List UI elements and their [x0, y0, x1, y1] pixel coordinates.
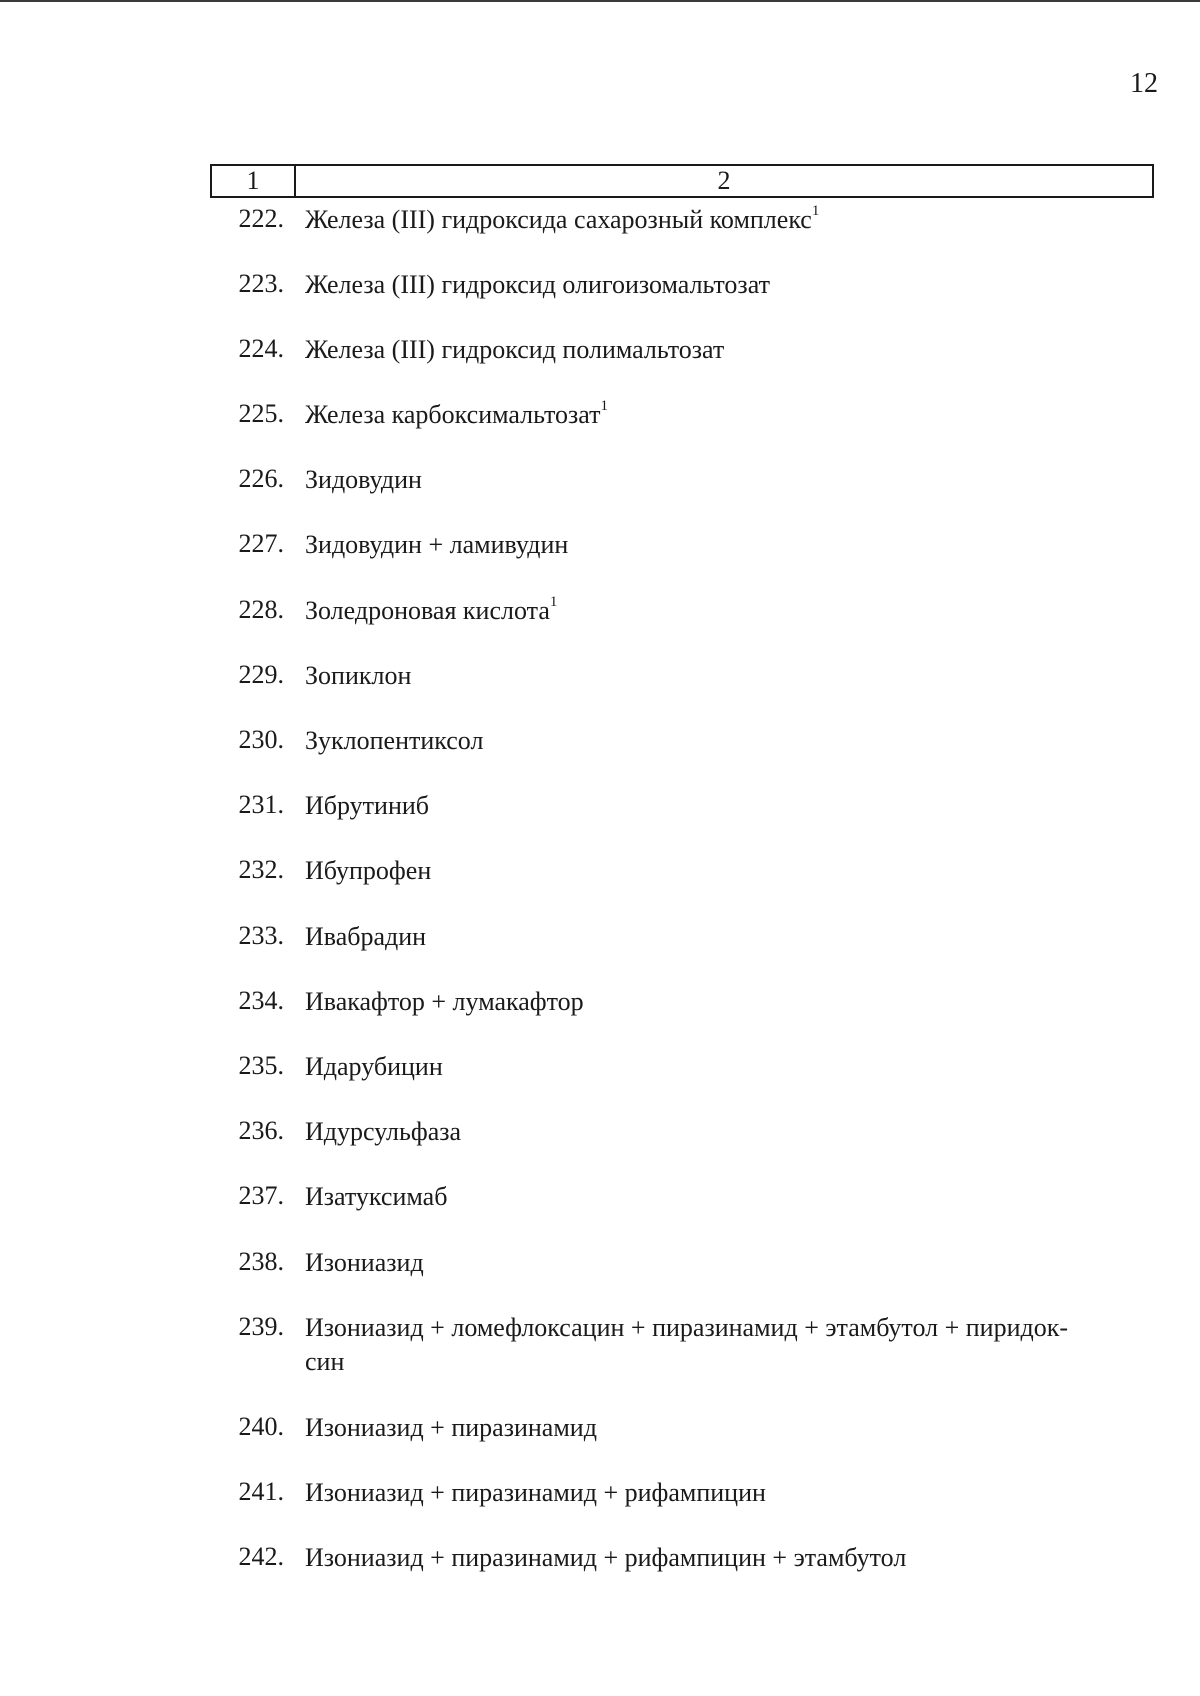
entry-name: Ибупрофен [305, 856, 432, 885]
entry-number: 237. [238, 1181, 284, 1210]
entry-number: 227. [238, 529, 284, 558]
entry-text [305, 724, 1155, 758]
entry-number: 228. [238, 595, 284, 624]
entry-number: 222. [238, 204, 284, 233]
entry-name: Изониазид + ломефлоксацин + пиразинамид + этамбутол + пиридок- син [305, 1313, 1069, 1376]
entry-name: Железа (III) гидроксид олигоизомальтозат [305, 270, 770, 299]
entry-text [305, 333, 1155, 367]
entry-name: Золедроновая кислота [305, 596, 550, 625]
entry-number: 241. [238, 1477, 284, 1506]
entry-name: Изониазид + пиразинамид [305, 1413, 597, 1442]
entry-name: Зидовудин [305, 465, 422, 494]
entry-name: Изониазид + пиразинамид + рифампицин [305, 1478, 766, 1507]
entry-text [305, 659, 1155, 693]
table-header-col-2: 2 [717, 166, 731, 195]
entry-text [305, 528, 1155, 562]
entry-text [305, 1246, 1155, 1280]
entry-text [305, 920, 1155, 954]
entry-text [305, 985, 1155, 1019]
entry-text [305, 1050, 1155, 1084]
entry-name: Ивакафтор + лумакафтор [305, 987, 584, 1016]
entry-name: Зидовудин + ламивудин [305, 530, 569, 559]
entry-text [305, 268, 1155, 302]
entry-number: 238. [238, 1247, 284, 1276]
entry-name: Ивабрадин [305, 922, 427, 951]
entry-text [305, 789, 1155, 823]
entry-text [305, 1411, 1155, 1445]
entry-number: 224. [238, 334, 284, 363]
entry-name: Зуклопентиксол [305, 726, 484, 755]
entry-number: 236. [238, 1116, 284, 1145]
entry-number: 232. [238, 855, 284, 884]
table-header-col-1: 1 [212, 166, 296, 196]
entry-number: 233. [238, 921, 284, 950]
entry-name: Железа (III) гидроксида сахарозный комплекс [305, 205, 812, 234]
entry-name: Изониазид + пиразинамид + рифампицин + этамбутол [305, 1543, 907, 1572]
footnote-marker: 1 [811, 203, 820, 219]
table-header-row [210, 164, 1154, 198]
entry-number: 240. [238, 1412, 284, 1441]
entry-name: Ибрутиниб [305, 791, 429, 820]
entry-number: 223. [238, 269, 284, 298]
entry-text [305, 854, 1155, 888]
entry-name: Идурсульфаза [305, 1117, 462, 1146]
entry-name: Железа карбоксимальтозат [305, 400, 601, 429]
footnote-marker: 1 [549, 594, 558, 610]
entry-name: Изониазид [305, 1248, 424, 1277]
footnote-marker: 1 [600, 398, 609, 414]
entry-text [305, 1115, 1155, 1149]
entry-number: 225. [238, 399, 284, 428]
entry-number: 242. [238, 1542, 284, 1571]
entry-text [305, 463, 1155, 497]
entry-text [305, 1311, 1155, 1379]
entry-number: 235. [238, 1051, 284, 1080]
entry-text [305, 1476, 1155, 1510]
page-number: 12 [1130, 68, 1158, 99]
entry-text [305, 398, 1155, 432]
entry-name: Идарубицин [305, 1052, 443, 1081]
entry-text [305, 203, 1155, 237]
entry-number: 230. [238, 725, 284, 754]
entry-text [305, 594, 1155, 628]
entry-name: Изатуксимаб [305, 1182, 448, 1211]
entry-number: 231. [238, 790, 284, 819]
entry-name: Зопиклон [305, 661, 412, 690]
entry-text [305, 1180, 1155, 1214]
entry-number: 229. [238, 660, 284, 689]
entry-number: 239. [238, 1312, 284, 1341]
entry-number: 234. [238, 986, 284, 1015]
entry-number: 226. [238, 464, 284, 493]
entry-name: Железа (III) гидроксид полимальтозат [305, 335, 725, 364]
top-border-rule [0, 0, 1200, 2]
entry-text [305, 1541, 1155, 1575]
